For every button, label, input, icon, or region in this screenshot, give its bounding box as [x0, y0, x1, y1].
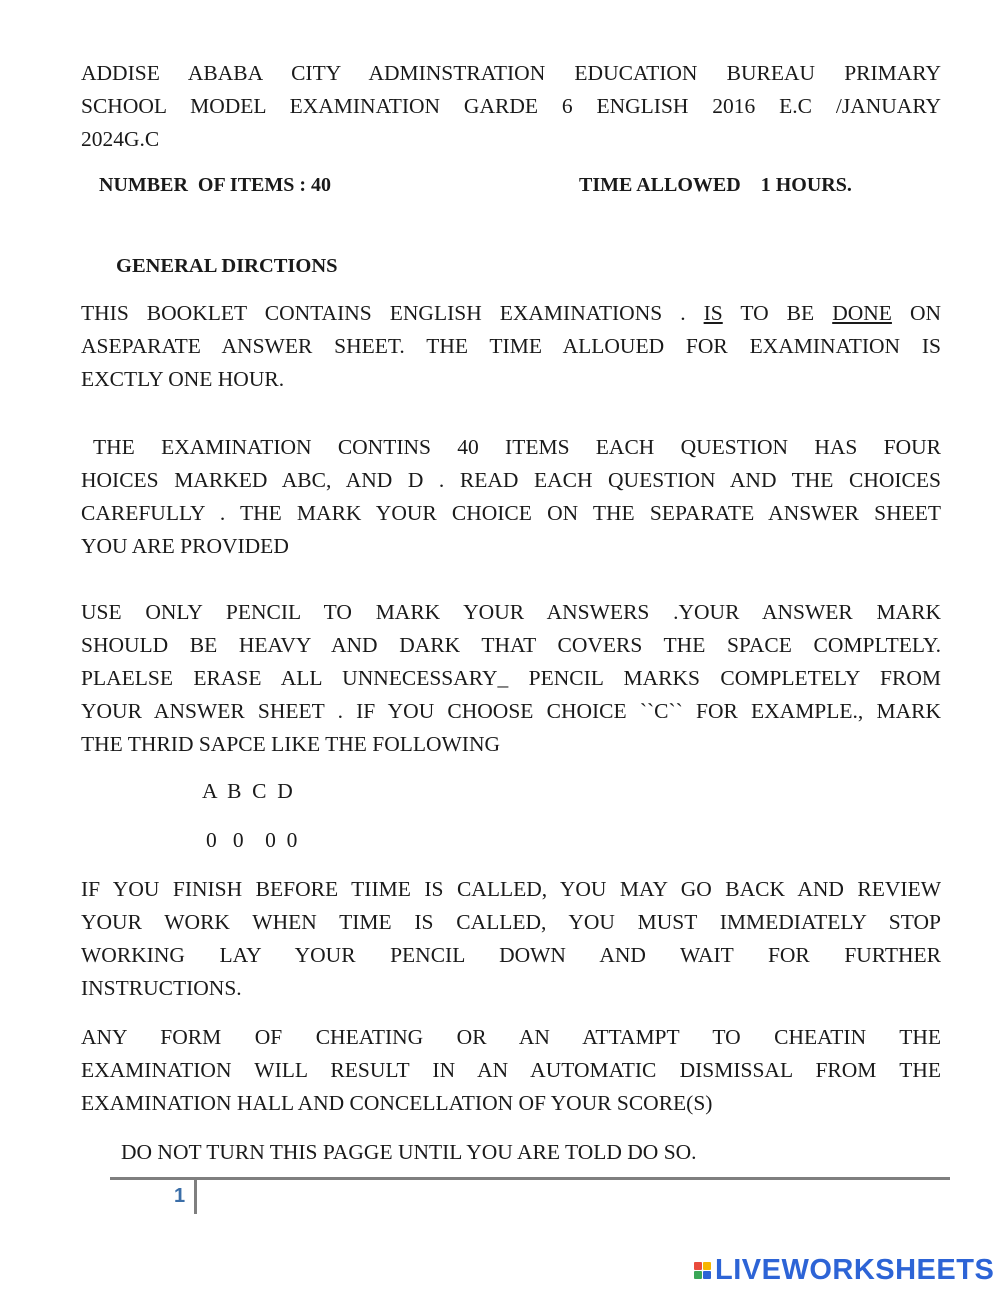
closing-instruction: DO NOT TURN THIS PAGGE UNTIL YOU ARE TOLD DO SO. [121, 1140, 697, 1164]
underlined-done: DONE [832, 301, 892, 325]
para2-line-2: HOICES MARKED ABC, AND D . READ EACH QUESTION AND THE CHOICES [81, 468, 941, 492]
para2-line-1: THE EXAMINATION CONTINS 40 ITEMS EACH QUESTION HAS FOUR [93, 435, 941, 459]
paragraph-booklet [81, 297, 941, 396]
example-choice-letters: A B C D [202, 779, 293, 803]
para5-line-2: EXAMINATION WILL RESULT IN AN AUTOMATIC DISMISSAL FROM THE [81, 1058, 941, 1082]
para4-line-3: WORKING LAY YOUR PENCIL DOWN AND WAIT FOR FURTHER [81, 943, 941, 967]
footer-divider [110, 1177, 950, 1180]
directions-title: GENERAL DIRCTIONS [116, 255, 338, 277]
liveworksheets-logo-icon [694, 1262, 711, 1279]
header-line-2: SCHOOL MODEL EXAMINATION GARDE 6 ENGLISH 2016 E.C /JANUARY [81, 94, 941, 118]
header-line-3: 2024G.C [81, 127, 160, 151]
para5-line-3: EXAMINATION HALL AND CONCELLATION OF YOUR SCORE(S) [81, 1091, 713, 1115]
example-choice-marks: 0 0 0 0 [206, 828, 298, 852]
liveworksheets-logo-text: LIVEWORKSHEETS [715, 1254, 995, 1286]
para1-line-1: THIS BOOKLET CONTAINS ENGLISH EXAMINATIONS . IS TO BE DONE ON [81, 301, 941, 325]
header-line-1: ADDISE ABABA CITY ADMINSTRATION EDUCATION BUREAU PRIMARY [81, 61, 941, 85]
para1-line-2: ASEPARATE ANSWER SHEET. THE TIME ALLOUED FOR EXAMINATION IS [81, 334, 941, 358]
liveworksheets-brand [694, 1254, 994, 1287]
para1-line-3: EXCTLY ONE HOUR. [81, 367, 285, 391]
para2-line-3: CAREFULLY . THE MARK YOUR CHOICE ON THE SEPARATE ANSWER SHEET [81, 501, 941, 525]
para3-line-4: YOUR ANSWER SHEET . IF YOU CHOOSE CHOICE ``C`` FOR EXAMPLE., MARK [81, 699, 941, 723]
paragraph-examination [81, 431, 941, 563]
para2-line-4: YOU ARE PROVIDED [81, 534, 289, 558]
page-number-divider [194, 1180, 197, 1214]
para4-line-1: IF YOU FINISH BEFORE TIIME IS CALLED, YOU MAY GO BACK AND REVIEW [81, 877, 941, 901]
para5-line-1: ANY FORM OF CHEATING OR AN ATTAMPT TO CHEATIN THE [81, 1025, 941, 1049]
para3-line-1: USE ONLY PENCIL TO MARK YOUR ANSWERS .YOUR ANSWER MARK [81, 600, 941, 624]
exam-header [81, 57, 941, 156]
para4-line-4: INSTRUCTIONS. [81, 976, 242, 1000]
para3-line-2: SHOULD BE HEAVY AND DARK THAT COVERS THE SPACE COMPLTELY. [81, 633, 941, 657]
paragraph-pencil [81, 596, 941, 761]
time-allowed: TIME ALLOWED 1 HOURS. [579, 174, 852, 196]
paragraph-finish [81, 873, 941, 1005]
para4-line-2: YOUR WORK WHEN TIME IS CALLED, YOU MUST IMMEDIATELY STOP [81, 910, 941, 934]
para3-line-3: PLAELSE ERASE ALL UNNECESSARY_ PENCIL MARKS COMPLETELY FROM [81, 666, 941, 690]
underlined-is: IS [703, 301, 723, 325]
number-of-items: NUMBER OF ITEMS : 40 [99, 174, 332, 196]
paragraph-cheating [81, 1021, 941, 1120]
para3-line-5: THE THRID SAPCE LIKE THE FOLLOWING [81, 732, 501, 756]
page-number: 1 [174, 1185, 186, 1207]
